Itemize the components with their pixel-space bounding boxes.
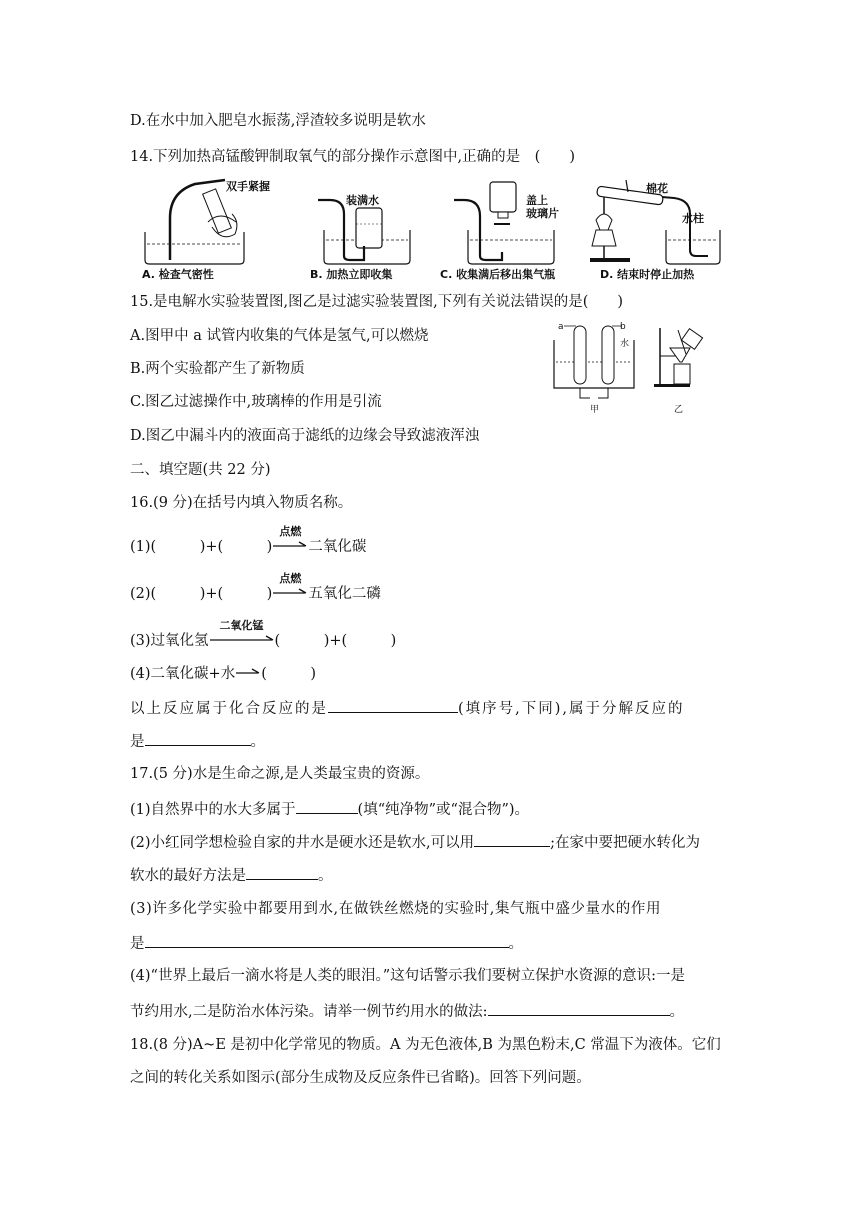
q14-stem: 14.下列加热高锰酸钾制取氧气的部分操作示意图中,正确的是 ( ) bbox=[130, 149, 575, 165]
q16-q2-end: 。 bbox=[250, 734, 265, 750]
q15-option-b: B.两个实验都产生了新物质 bbox=[130, 361, 305, 377]
q17-p4-blank[interactable] bbox=[488, 1000, 670, 1016]
q17-p3-end: 。 bbox=[508, 936, 523, 952]
q17-p1-blank[interactable] bbox=[296, 798, 358, 814]
q17-p2c-text: 软水的最好方法是 bbox=[130, 868, 246, 884]
fig-c-label-text: 盖上 玻璃片 bbox=[526, 194, 559, 220]
q18-line1: 18.(8 分)A~E 是初中化学常见的物质。A 为无色液体,B 为黑色粉末,C 常温下为液体。它们 bbox=[130, 1037, 721, 1053]
q15-label-jia: 甲 bbox=[590, 405, 600, 415]
q17-p3-cont bbox=[130, 932, 523, 954]
eq4-reactants: (4)二氧化碳+水 bbox=[130, 666, 236, 682]
q15-label-water: 水 bbox=[620, 339, 630, 349]
q13-option-d: D.在水中加入肥皂水振荡,浮渣较多说明是软水 bbox=[130, 113, 426, 129]
electrolysis-filtration-drawing bbox=[550, 318, 730, 418]
q16-q2-text: 是 bbox=[130, 734, 145, 750]
eq3-products: ( )+( ) bbox=[274, 633, 397, 649]
eq4-arrow bbox=[235, 664, 261, 678]
q15-option-a: A.图甲中 a 试管内收集的气体是氢气,可以燃烧 bbox=[130, 328, 429, 344]
combination-answer-blank[interactable] bbox=[328, 697, 458, 713]
q17-p2-text: (2)小红同学想检验自家的井水是硬水还是软水,可以用 bbox=[130, 835, 475, 851]
q16-q2 bbox=[130, 730, 265, 752]
decomposition-answer-blank[interactable] bbox=[145, 730, 251, 746]
q15-figure bbox=[550, 318, 730, 418]
q17-p3b-text: 是 bbox=[130, 936, 145, 952]
q16-eq1 bbox=[130, 525, 367, 557]
fig-c-caption: C. 收集满后移出集气瓶 bbox=[440, 268, 556, 281]
eq2-arrow bbox=[272, 572, 308, 598]
q15-option-d: D.图乙中漏斗内的液面高于滤纸的边缘会导致滤液浑浊 bbox=[130, 428, 480, 444]
q17-p1 bbox=[130, 798, 529, 820]
q16-eq3 bbox=[130, 619, 397, 651]
fig-b-caption: B. 加热立即收集 bbox=[310, 268, 393, 281]
eq1-condition: 点燃 bbox=[279, 525, 302, 538]
q15-stem: 15.是电解水实验装置图,图乙是过滤实验装置图,下列有关说法错误的是( ) bbox=[130, 294, 624, 310]
eq3-reactant: (3)过氧化氢 bbox=[130, 633, 209, 649]
fig-d-caption: D. 结束时停止加热 bbox=[600, 268, 695, 281]
q17-p4: (4)“世界上最后一滴水将是人类的眼泪。”这句话警示我们要树立保护水资源的意识:一是 bbox=[130, 968, 685, 984]
q16-eq4 bbox=[130, 664, 316, 684]
q17-p2-blank2[interactable] bbox=[246, 864, 318, 880]
q17-p2-tail: ;在家中要把硬水转化为 bbox=[550, 835, 701, 851]
q17-p2 bbox=[130, 831, 700, 853]
q14-figure-c bbox=[440, 172, 580, 282]
q17-p1-text: (1)自然界中的水大多属于 bbox=[130, 802, 296, 818]
fig-d-label-cotton: 棉花 bbox=[646, 182, 668, 195]
eq4-product: ( ) bbox=[261, 666, 317, 682]
q15-option-c: C.图乙过滤操作中,玻璃棒的作用是引流 bbox=[130, 394, 382, 410]
fig-d-label-water: 水柱 bbox=[682, 212, 704, 225]
eq1-reactants: (1)( )+( ) bbox=[130, 539, 273, 555]
q17-p3-blank[interactable] bbox=[145, 932, 509, 948]
q18-line2: 之间的转化关系如图示(部分生成物及反应条件已省略)。回答下列问题。 bbox=[130, 1070, 591, 1086]
eq3-arrow bbox=[209, 619, 275, 645]
eq2-reactants: (2)( )+( ) bbox=[130, 586, 273, 602]
q16-q1-text: 以上反应属于化合反应的是 bbox=[130, 701, 328, 717]
eq1-product: 二氧化碳 bbox=[308, 539, 367, 555]
eq2-product: 五氧化二磷 bbox=[308, 586, 381, 602]
q15-label-yi: 乙 bbox=[674, 405, 684, 415]
q17-stem: 17.(5 分)水是生命之源,是人类最宝贵的资源。 bbox=[130, 766, 430, 782]
q17-p2-cont bbox=[130, 864, 333, 886]
q17-p4b-text: 节约用水,二是防治水体污染。请举一例节约用水的做法: bbox=[130, 1004, 488, 1020]
q17-p4-end: 。 bbox=[669, 1004, 684, 1020]
q16-q1 bbox=[130, 697, 685, 719]
q16-q1-tail: (填序号,下同),属于分解反应的 bbox=[458, 701, 685, 717]
section-title: 二、填空题(共 22 分) bbox=[130, 462, 271, 478]
q14-figure-b bbox=[310, 172, 440, 282]
q17-p4-cont bbox=[130, 1000, 684, 1022]
fig-a-caption: A. 检查气密性 bbox=[142, 268, 214, 281]
fig-b-label: 装满水 bbox=[346, 194, 379, 207]
q17-p2-blank1[interactable] bbox=[474, 831, 550, 847]
q16-eq2 bbox=[130, 572, 381, 604]
q14-figure-d bbox=[586, 172, 726, 282]
eq3-condition: 二氧化锰 bbox=[219, 619, 264, 632]
fig-c-label bbox=[526, 194, 559, 220]
q15-label-a: a bbox=[558, 322, 564, 332]
q15-label-b: b bbox=[620, 322, 626, 332]
fig-a-label: 双手紧握 bbox=[226, 180, 270, 193]
q16-stem: 16.(9 分)在括号内填入物质名称。 bbox=[130, 495, 353, 511]
q17-p1-tail: (填“纯净物”或“混合物”)。 bbox=[357, 802, 530, 818]
eq1-arrow bbox=[272, 525, 308, 551]
q17-p2-end: 。 bbox=[318, 868, 333, 884]
q14-figure-a bbox=[140, 172, 270, 282]
q17-p3: (3)许多化学实验中都要用到水,在做铁丝燃烧的实验时,集气瓶中盛少量水的作用 bbox=[130, 901, 662, 917]
eq2-condition: 点燃 bbox=[279, 572, 302, 585]
